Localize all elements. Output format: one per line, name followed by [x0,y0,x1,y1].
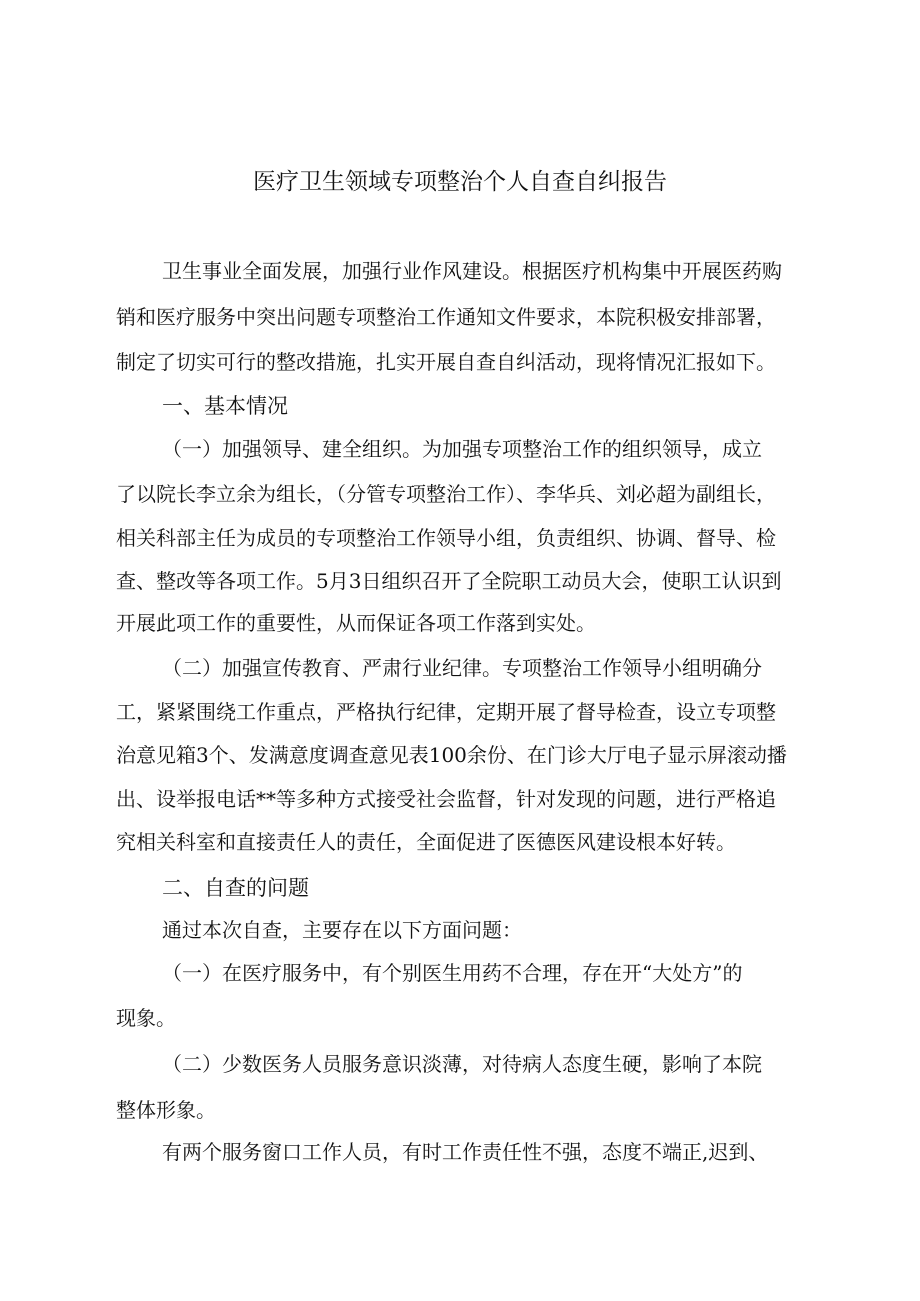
section-2-heading: 二、自查的问题 [162,876,309,900]
section-1-heading: 一、基本情况 [162,394,288,418]
section-2-p2-line-2: 整体形象。 [116,1098,216,1122]
intro-line-3: 制定了切实可行的整改措施，扎实开展自查自纠活动，现将情况汇报如下。 [116,350,776,374]
intro-line-2: 销和医疗服务中突出问题专项整治工作通知文件要求，本院积极安排部署， [116,305,776,329]
intro-line-1: 卫生事业全面发展，加强行业作风建设。根据医疗机构集中开展医药购 [162,259,782,283]
section-2-p3-line-1: 有两个服务窗口工作人员，有时工作责任性不强，态度不端正,迟到、 [162,1140,769,1164]
section-1-p2-line-4: 出、设举报电话**等多种方式接受社会监督，针对发现的问题，进行严格追 [116,787,776,811]
section-2-p2-line-1: （二）少数医务人员服务意识淡薄，对待病人态度生硬，影响了本院 [162,1052,762,1076]
section-1-p2-line-3: 治意见箱3个、发满意度调查意见表100余份、在门诊大厅电子显示屏滚动播 [116,743,787,767]
section-2-p1-line-2: 现象。 [116,1006,176,1030]
section-1-p2-line-1: （二）加强宣传教育、严肃行业纪律。专项整治工作领导小组明确分 [162,656,762,680]
section-1-p2-line-5: 究相关科室和直接责任人的责任，全面促进了医德医风建设根本好转。 [116,830,736,854]
section-1-p1-line-4: 查、整改等各项工作。5月3日组织召开了全院职工动员大会，使职工认识到 [116,569,782,593]
section-2-intro: 通过本次自查，主要存在以下方面问题： [162,918,522,942]
section-1-p1-line-2: 了以院长李立余为组长，（分管专项整治工作）、李华兵、刘必超为副组长， [116,482,776,506]
document-title: 医疗卫生领域专项整治个人自查自纠报告 [253,169,667,195]
section-1-p1-line-1: （一）加强领导、建全组织。为加强专项整治工作的组织领导，成立 [162,437,762,461]
section-1-p2-line-2: 工，紧紧围绕工作重点，严格执行纪律，定期开展了督导检查，设立专项整 [116,700,776,724]
section-1-p1-line-3: 相关科部主任为成员的专项整治工作领导小组，负责组织、协调、督导、检 [116,526,776,550]
section-1-p1-line-5: 开展此项工作的重要性，从而保证各项工作落到实处。 [116,611,596,635]
section-2-p1-line-1: （一）在医疗服务中，有个别医生用药不合理，存在开“大处方”的 [162,961,743,985]
